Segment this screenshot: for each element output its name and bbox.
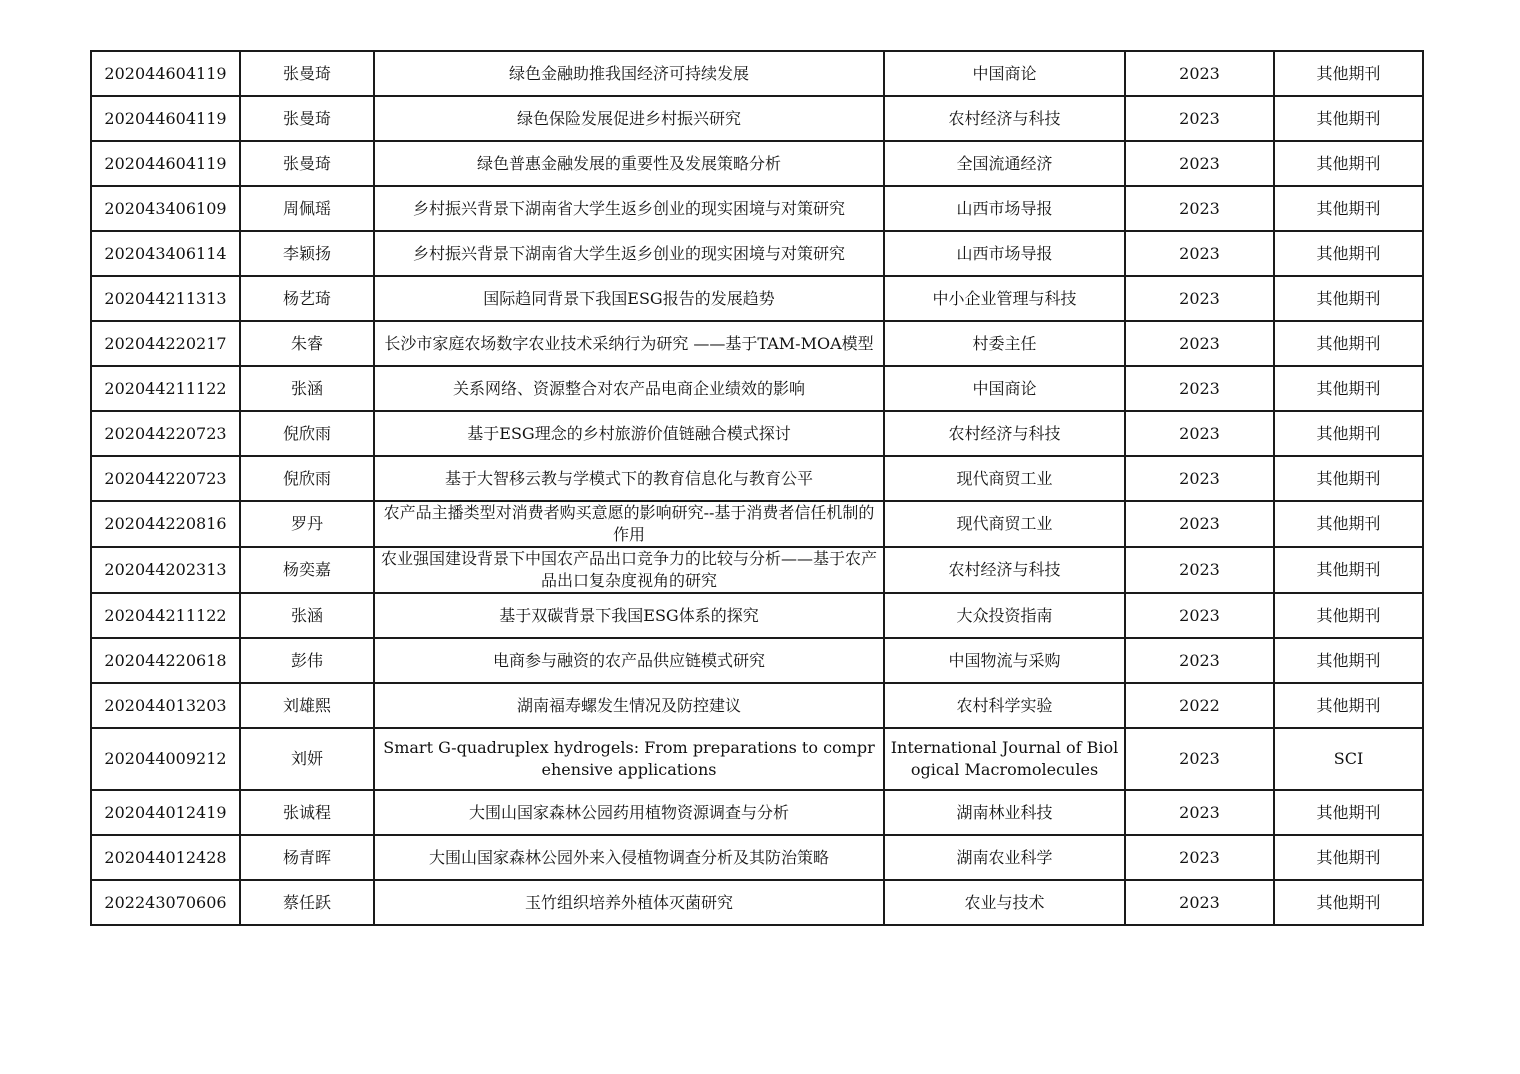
year-cell: 2023 xyxy=(1125,231,1274,276)
journal-cell: 中国商论 xyxy=(884,366,1125,411)
journal-type-cell: 其他期刊 xyxy=(1274,638,1423,683)
table-row xyxy=(91,411,1423,456)
paper-title-cell: 绿色普惠金融发展的重要性及发展策略分析 xyxy=(374,141,884,186)
student-id-cell: 202044220816 xyxy=(91,501,240,547)
paper-title-cell: Smart G-quadruplex hydrogels: From preparations to comprehensive applications xyxy=(374,728,884,790)
journal-type-cell: 其他期刊 xyxy=(1274,276,1423,321)
table-row xyxy=(91,321,1423,366)
paper-title-cell: 农产品主播类型对消费者购买意愿的影响研究--基于消费者信任机制的作用 xyxy=(374,501,884,547)
paper-title-cell: 绿色保险发展促进乡村振兴研究 xyxy=(374,96,884,141)
author-name-cell: 倪欣雨 xyxy=(240,456,374,501)
journal-type-cell: 其他期刊 xyxy=(1274,790,1423,835)
student-id-cell: 202044220723 xyxy=(91,411,240,456)
journal-cell: 湖南农业科学 xyxy=(884,835,1125,880)
journal-cell: 中国商论 xyxy=(884,51,1125,96)
year-cell: 2023 xyxy=(1125,790,1274,835)
student-id-cell: 202044202313 xyxy=(91,547,240,593)
journal-type-cell: 其他期刊 xyxy=(1274,186,1423,231)
year-cell: 2023 xyxy=(1125,593,1274,638)
journal-type-cell: SCI xyxy=(1274,728,1423,790)
journal-type-cell: 其他期刊 xyxy=(1274,683,1423,728)
student-id-cell: 202044013203 xyxy=(91,683,240,728)
year-cell: 2022 xyxy=(1125,683,1274,728)
student-id-cell: 202043406114 xyxy=(91,231,240,276)
paper-title-cell: 玉竹组织培养外植体灭菌研究 xyxy=(374,880,884,925)
journal-cell: International Journal of Biological Macromolecules xyxy=(884,728,1125,790)
table-row xyxy=(91,728,1423,790)
table-row xyxy=(91,366,1423,411)
paper-title-cell: 乡村振兴背景下湖南省大学生返乡创业的现实困境与对策研究 xyxy=(374,186,884,231)
journal-cell: 中小企业管理与科技 xyxy=(884,276,1125,321)
paper-title-cell: 乡村振兴背景下湖南省大学生返乡创业的现实困境与对策研究 xyxy=(374,231,884,276)
table-row xyxy=(91,880,1423,925)
student-id-cell: 202044211122 xyxy=(91,593,240,638)
author-name-cell: 张涵 xyxy=(240,366,374,411)
paper-title-cell: 长沙市家庭农场数字农业技术采纳行为研究 ——基于TAM-MOA模型 xyxy=(374,321,884,366)
journal-cell: 农业与技术 xyxy=(884,880,1125,925)
table-row xyxy=(91,790,1423,835)
author-name-cell: 周佩瑶 xyxy=(240,186,374,231)
journal-cell: 山西市场导报 xyxy=(884,186,1125,231)
journal-type-cell: 其他期刊 xyxy=(1274,366,1423,411)
year-cell: 2023 xyxy=(1125,96,1274,141)
paper-title-cell: 国际趋同背景下我国ESG报告的发展趋势 xyxy=(374,276,884,321)
student-id-cell: 202044009212 xyxy=(91,728,240,790)
author-name-cell: 张涵 xyxy=(240,593,374,638)
paper-title-cell: 绿色金融助推我国经济可持续发展 xyxy=(374,51,884,96)
year-cell: 2023 xyxy=(1125,835,1274,880)
author-name-cell: 杨艺琦 xyxy=(240,276,374,321)
student-id-cell: 202044211122 xyxy=(91,366,240,411)
year-cell: 2023 xyxy=(1125,547,1274,593)
student-id-cell: 202044604119 xyxy=(91,141,240,186)
paper-title-cell: 大围山国家森林公园药用植物资源调查与分析 xyxy=(374,790,884,835)
paper-title-cell: 基于双碳背景下我国ESG体系的探究 xyxy=(374,593,884,638)
journal-type-cell: 其他期刊 xyxy=(1274,411,1423,456)
table-row xyxy=(91,683,1423,728)
journal-type-cell: 其他期刊 xyxy=(1274,835,1423,880)
journal-type-cell: 其他期刊 xyxy=(1274,141,1423,186)
year-cell: 2023 xyxy=(1125,728,1274,790)
journal-cell: 湖南林业科技 xyxy=(884,790,1125,835)
author-name-cell: 张曼琦 xyxy=(240,141,374,186)
author-name-cell: 刘妍 xyxy=(240,728,374,790)
table-row xyxy=(91,186,1423,231)
table-row xyxy=(91,835,1423,880)
journal-cell: 农村经济与科技 xyxy=(884,96,1125,141)
journal-cell: 村委主任 xyxy=(884,321,1125,366)
paper-title-cell: 基于大智移云教与学模式下的教育信息化与教育公平 xyxy=(374,456,884,501)
table-row xyxy=(91,276,1423,321)
year-cell: 2023 xyxy=(1125,880,1274,925)
journal-type-cell: 其他期刊 xyxy=(1274,547,1423,593)
author-name-cell: 张曼琦 xyxy=(240,51,374,96)
author-name-cell: 倪欣雨 xyxy=(240,411,374,456)
paper-title-cell: 基于ESG理念的乡村旅游价值链融合模式探讨 xyxy=(374,411,884,456)
table-row xyxy=(91,638,1423,683)
year-cell: 2023 xyxy=(1125,501,1274,547)
author-name-cell: 彭伟 xyxy=(240,638,374,683)
table-row xyxy=(91,141,1423,186)
author-name-cell: 刘雄熙 xyxy=(240,683,374,728)
author-name-cell: 张诚程 xyxy=(240,790,374,835)
student-id-cell: 202044220723 xyxy=(91,456,240,501)
paper-title-cell: 大围山国家森林公园外来入侵植物调查分析及其防治策略 xyxy=(374,835,884,880)
author-name-cell: 张曼琦 xyxy=(240,96,374,141)
year-cell: 2023 xyxy=(1125,321,1274,366)
journal-type-cell: 其他期刊 xyxy=(1274,96,1423,141)
table-row xyxy=(91,51,1423,96)
student-id-cell: 202243070606 xyxy=(91,880,240,925)
year-cell: 2023 xyxy=(1125,141,1274,186)
student-id-cell: 202044220217 xyxy=(91,321,240,366)
author-name-cell: 朱睿 xyxy=(240,321,374,366)
student-id-cell: 202044012428 xyxy=(91,835,240,880)
student-id-cell: 202043406109 xyxy=(91,186,240,231)
journal-cell: 全国流通经济 xyxy=(884,141,1125,186)
journal-cell: 现代商贸工业 xyxy=(884,456,1125,501)
student-id-cell: 202044211313 xyxy=(91,276,240,321)
journal-type-cell: 其他期刊 xyxy=(1274,321,1423,366)
journal-cell: 大众投资指南 xyxy=(884,593,1125,638)
paper-title-cell: 电商参与融资的农产品供应链模式研究 xyxy=(374,638,884,683)
journal-cell: 农村经济与科技 xyxy=(884,547,1125,593)
journal-type-cell: 其他期刊 xyxy=(1274,231,1423,276)
table-row xyxy=(91,456,1423,501)
journal-type-cell: 其他期刊 xyxy=(1274,456,1423,501)
year-cell: 2023 xyxy=(1125,186,1274,231)
journal-cell: 山西市场导报 xyxy=(884,231,1125,276)
year-cell: 2023 xyxy=(1125,276,1274,321)
journal-type-cell: 其他期刊 xyxy=(1274,51,1423,96)
table-row xyxy=(91,96,1423,141)
year-cell: 2023 xyxy=(1125,51,1274,96)
student-id-cell: 202044012419 xyxy=(91,790,240,835)
journal-type-cell: 其他期刊 xyxy=(1274,501,1423,547)
year-cell: 2023 xyxy=(1125,366,1274,411)
author-name-cell: 杨青晖 xyxy=(240,835,374,880)
table-row xyxy=(91,231,1423,276)
table-row xyxy=(91,547,1423,593)
journal-cell: 农村经济与科技 xyxy=(884,411,1125,456)
author-name-cell: 李颖扬 xyxy=(240,231,374,276)
journal-cell: 现代商贸工业 xyxy=(884,501,1125,547)
publications-table xyxy=(90,50,1424,926)
table-row xyxy=(91,501,1423,547)
journal-cell: 农村科学实验 xyxy=(884,683,1125,728)
paper-title-cell: 关系网络、资源整合对农产品电商企业绩效的影响 xyxy=(374,366,884,411)
author-name-cell: 杨奕嘉 xyxy=(240,547,374,593)
student-id-cell: 202044604119 xyxy=(91,51,240,96)
table-row xyxy=(91,593,1423,638)
year-cell: 2023 xyxy=(1125,638,1274,683)
year-cell: 2023 xyxy=(1125,411,1274,456)
year-cell: 2023 xyxy=(1125,456,1274,501)
student-id-cell: 202044604119 xyxy=(91,96,240,141)
journal-type-cell: 其他期刊 xyxy=(1274,880,1423,925)
author-name-cell: 罗丹 xyxy=(240,501,374,547)
journal-type-cell: 其他期刊 xyxy=(1274,593,1423,638)
paper-title-cell: 农业强国建设背景下中国农产品出口竞争力的比较与分析——基于农产品出口复杂度视角的研究 xyxy=(374,547,884,593)
paper-title-cell: 湖南福寿螺发生情况及防控建议 xyxy=(374,683,884,728)
journal-cell: 中国物流与采购 xyxy=(884,638,1125,683)
student-id-cell: 202044220618 xyxy=(91,638,240,683)
author-name-cell: 蔡任跃 xyxy=(240,880,374,925)
